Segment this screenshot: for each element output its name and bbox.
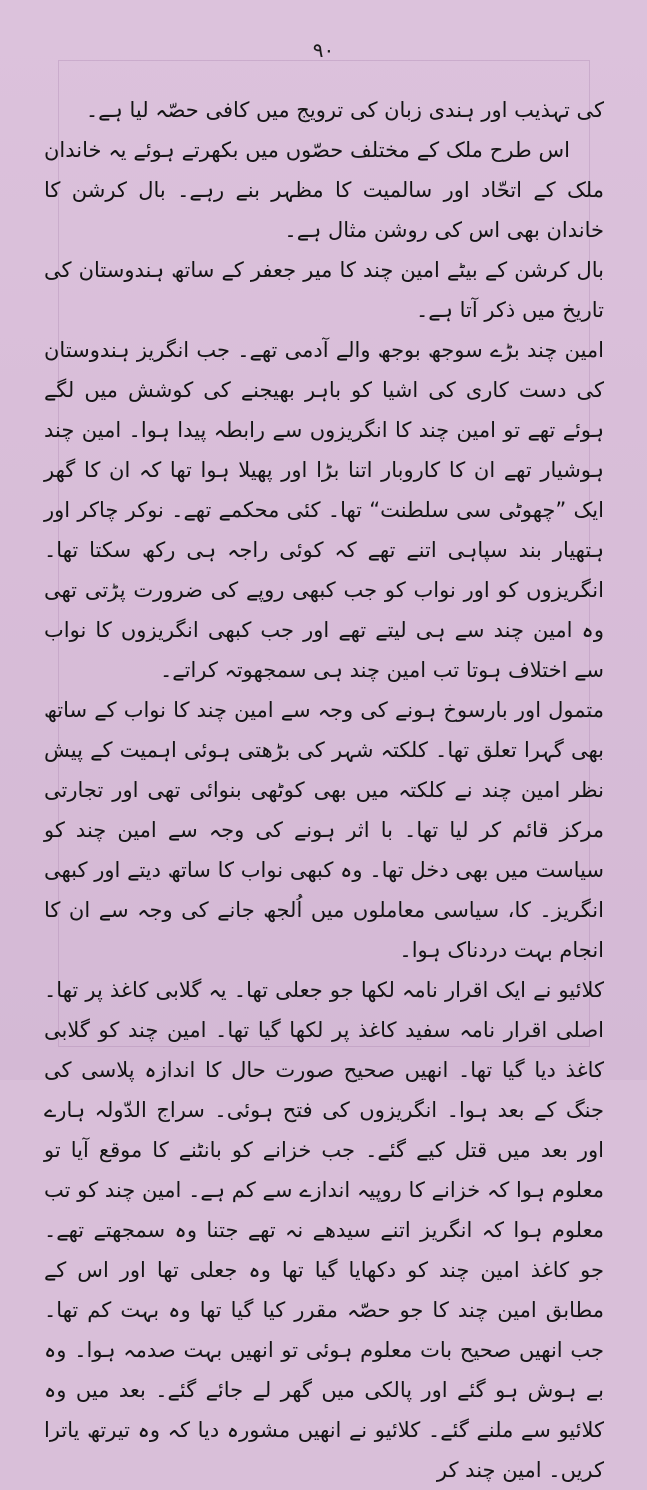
paragraph-4: امین چند بڑے سوجھ بوجھ والے آدمی تھے۔ جب انگریز ہندوستان کی دست کاری کی اشیا کو باہر بھیجنے کی کوشش میں لگے ہوئے تھے تو امین چند کا انگریزوں سے رابطہ پیدا ہوا۔ امین چند ہوشیار تھے ان کا کاروبار اتنا بڑا اور پھیلا ہوا تھا کہ ان کا گھر ایک ”چھوٹی سی سلطنت“ تھا۔ کئی محکمے تھے۔ نوکر چاکر اور ہتھیار بند سپاہی اتنے تھے کہ کوئی راجہ ہی رکھ سکتا تھا۔ انگریزوں کو اور نواب کو جب کبھی روپے کی ضرورت پڑتی تھی وہ امین چند سے ہی لیتے تھے اور جب کبھی انگریزوں کا نواب سے اختلاف ہوتا تب امین چند ہی سمجھوتہ کراتے۔ bbox=[44, 338, 604, 682]
page-number: ۹۰ bbox=[312, 38, 335, 62]
paragraph-2: اس طرح ملک کے مختلف حصّوں میں بکھرتے ہوئے یہ خاندان ملک کے اتحّاد اور سالمیت کا مظہر بنے رہے۔ بال کرشن کا خاندان بھی اس کی روشن مثال ہے۔ bbox=[44, 138, 604, 242]
paragraph-6: کلائیو نے ایک اقرار نامہ لکھا جو جعلی تھا۔ یہ گلابی کاغذ پر تھا۔ اصلی اقرار نامہ سفید کاغذ پر لکھا گیا تھا۔ امین چند کو گلابی کاغذ دیا گیا تھا۔ انھیں صحیح صورت حال کا اندازہ پلاسی کی جنگ کے بعد ہوا۔ انگریزوں کی فتح ہوئی۔ سراج الدّولہ ہارے اور بعد میں قتل کیے گئے۔ جب خزانے کو بانٹنے کا موقع آیا تو معلوم ہوا کہ خزانے کا روپیہ اندازے سے کم ہے۔ امین چند کو تب معلوم ہوا کہ انگریز اتنے سیدھے نہ تھے جتنا وہ سمجھتے تھے۔ جو کاغذ امین چند کو دکھایا گیا تھا وہ جعلی تھا اور اس کے مطابق امین چند کا جو حصّہ مقرر کیا گیا تھا وہ بہت کم تھا۔ جب انھیں صحیح بات معلوم ہوئی تو انھیں بہت صدمہ ہوا۔ وہ بے ہوش ہو گئے اور پالکی میں گھر لے جائے گئے۔ بعد میں وہ کلائیو سے ملنے گئے۔ کلائیو نے انھیں مشورہ دیا کہ وہ تیرتھ یاترا کریں۔ امین چند کر bbox=[44, 978, 604, 1482]
paragraph-5: متمول اور بارسوخ ہونے کی وجہ سے امین چند کا نواب کے ساتھ بھی گہرا تعلق تھا۔ کلکتہ شہر کی بڑھتی ہوئی اہمیت کے پیش نظر امین چند نے کلکتہ میں بھی کوٹھی بنوائی تھی اور تجارتی مرکز قائم کر لیا تھا۔ با اثر ہونے کی وجہ سے امین چند کو سیاست میں بھی دخل تھا۔ وہ کبھی نواب کا ساتھ دیتے اور کبھی انگریز۔ کا، سیاسی معاملوں میں اُلجھ جانے کی وجہ سے ان کا انجام بہت دردناک ہوا۔ bbox=[44, 698, 604, 962]
paragraph-3: بال کرشن کے بیٹے امین چند کا میر جعفر کے ساتھ ہندوستان کی تاریخ میں ذکر آتا ہے۔ bbox=[44, 258, 604, 322]
body-text bbox=[44, 90, 604, 1490]
paragraph-1: کی تہذیب اور ہندی زبان کی ترویج میں کافی حصّہ لیا ہے۔ bbox=[85, 98, 604, 122]
